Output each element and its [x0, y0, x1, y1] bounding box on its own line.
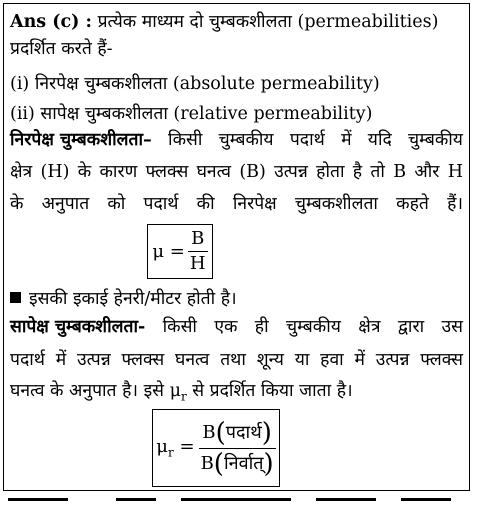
b-symbol: B — [200, 452, 214, 474]
fraction-numerator: B(पदार्थ) — [202, 417, 272, 448]
relative-formula-box — [152, 409, 280, 487]
formula2-lhs — [156, 436, 194, 460]
fraction-denominator: H — [189, 253, 206, 274]
w: उस — [441, 317, 463, 337]
w: एक — [214, 317, 238, 337]
w: चुम्बकीय — [285, 317, 341, 337]
w: चुम्बकीय — [408, 130, 463, 150]
w: यदि — [367, 130, 392, 150]
w: पदार्थ — [143, 194, 179, 214]
w: है — [352, 162, 363, 182]
numerator-paren-text: पदार्थ — [225, 421, 262, 443]
intro-line-2: प्रदर्शित करते हैं- — [10, 39, 113, 59]
w: हैं। — [447, 194, 463, 214]
relative-line-3-pre: घनत्व के अनुपात है। इसे — [10, 381, 164, 401]
w: चुम्बकीय — [218, 130, 274, 150]
mu-subscript: r — [167, 445, 174, 460]
formula-lhs: μ = — [152, 241, 185, 262]
w: होता — [316, 162, 345, 182]
w: किसी — [168, 130, 203, 150]
w: फ्लक्स — [145, 162, 189, 182]
intro-line — [10, 11, 463, 33]
list-item-absolute: (i) निरपेक्ष चुम्बकशीलता (absolute permeability) — [10, 74, 380, 94]
w: निरपेक्ष — [232, 194, 277, 214]
w: घनत्व — [174, 350, 210, 370]
relative-line-3 — [10, 380, 463, 408]
fraction-denominator: B(निर्वात्) — [200, 448, 274, 479]
w: क्षेत्र — [358, 317, 381, 337]
list-item-relative: (ii) सापेक्ष चुम्बकशीलता (relative permeability) — [10, 104, 373, 124]
intro-text: प्रत्येक माध्यम दो चुम्बकशीलता (permeabilities) — [97, 12, 439, 32]
w: हवा — [320, 350, 344, 370]
mu: μ — [169, 381, 181, 401]
absolute-line-2 — [10, 161, 463, 183]
absolute-formula-box — [147, 224, 213, 279]
cropped-next-line — [6, 495, 466, 503]
b-symbol: B — [202, 421, 216, 443]
unit-note-text: इसकी इकाई हेनरी/मीटर होती है। — [29, 289, 237, 309]
relative-heading: सापेक्ष चुम्बकशीलता- — [10, 317, 146, 337]
w: अनुपात — [41, 194, 90, 214]
w: कारण — [99, 162, 138, 182]
w: फ्लक्स — [420, 350, 463, 370]
fraction — [199, 418, 276, 479]
w: और — [414, 162, 440, 182]
bullet-square-icon — [10, 292, 21, 303]
fraction — [188, 227, 208, 276]
w: H — [447, 162, 463, 182]
answer-box — [3, 3, 470, 491]
mu-subscript: r — [180, 389, 187, 404]
relative-line-1 — [10, 316, 463, 338]
w: चुम्बकशीलता — [294, 194, 378, 214]
equals-sign: = — [179, 436, 195, 458]
w: के — [77, 162, 92, 182]
w: में — [341, 130, 352, 150]
ans-label: Ans (c) : — [10, 12, 93, 32]
w: द्वारा — [397, 317, 425, 337]
relative-line-3-post: से प्रदर्शित किया जाता है। — [192, 381, 353, 401]
mu: μ — [156, 436, 168, 458]
w: उत्पन्न — [76, 350, 111, 370]
w: घनत्व — [196, 162, 232, 182]
mu-symbol — [169, 381, 187, 404]
w: तो — [370, 162, 385, 182]
relative-line-2 — [10, 349, 463, 371]
w: उत्पन्न — [375, 350, 410, 370]
w: क्षेत्र — [10, 162, 33, 182]
absolute-line-1 — [10, 129, 463, 151]
w: तथा — [220, 350, 246, 370]
w: (B) — [239, 162, 266, 182]
w: किसी — [162, 317, 197, 337]
w: की — [196, 194, 215, 214]
w: पदार्थ — [10, 350, 45, 370]
w: कहते — [396, 194, 429, 214]
w: पदार्थ — [289, 130, 325, 150]
fraction-numerator: B — [191, 228, 205, 249]
w: (H) — [40, 162, 70, 182]
w: ही — [254, 317, 269, 337]
w: में — [55, 350, 67, 370]
w: या — [294, 350, 310, 370]
w: B — [393, 162, 407, 182]
w: उत्पन्न — [274, 162, 308, 182]
absolute-heading: निरपेक्ष चुम्बकशीलता– — [10, 130, 152, 150]
unit-note — [10, 288, 463, 310]
w: फ्लक्स — [121, 350, 165, 370]
w: को — [107, 194, 126, 214]
w: में — [354, 350, 365, 370]
w: शून्य — [256, 350, 284, 370]
absolute-line-3 — [10, 193, 463, 215]
w: के — [10, 194, 24, 214]
denominator-paren-text: निर्वात् — [223, 452, 264, 474]
